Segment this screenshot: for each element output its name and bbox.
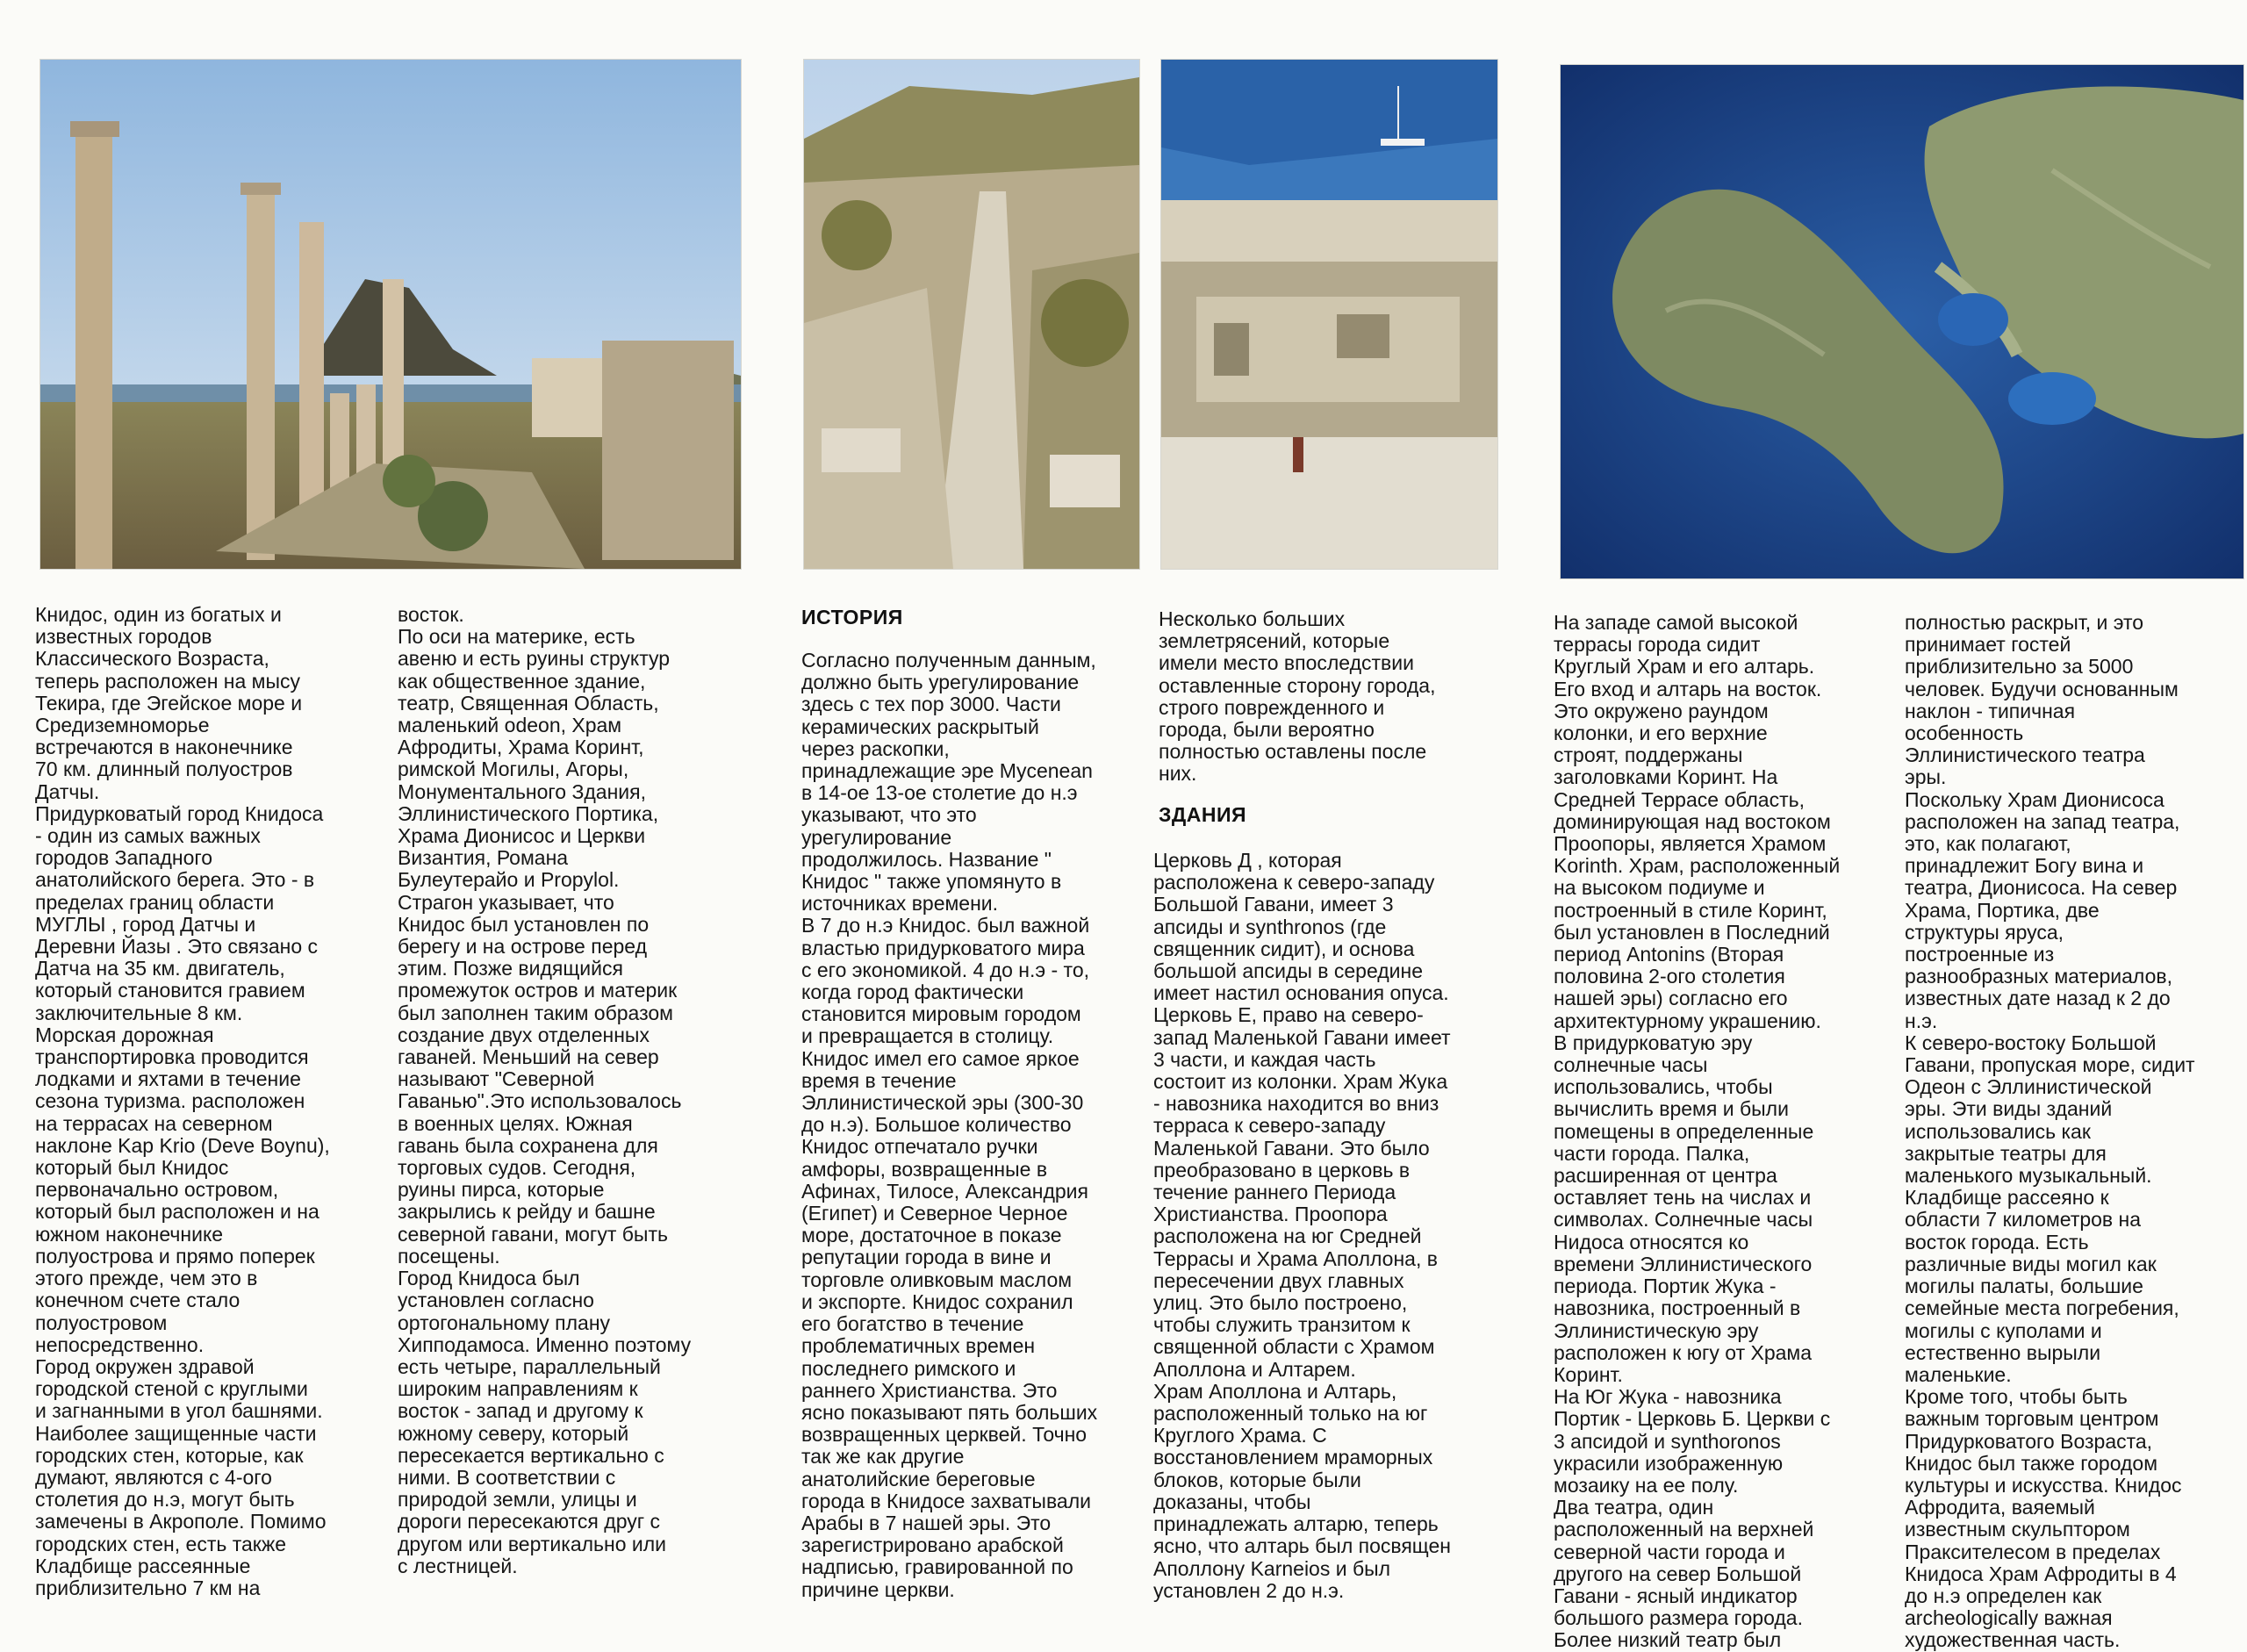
peninsula-aerial-photo (1560, 64, 2244, 579)
buildings-heading: ЗДАНИЯ (1159, 803, 1247, 826)
text-column-2: восток. По оси на материке, есть aвеню и есть руины структур как общественное здание, театр, Священная Область, маленький odeon, Храм Афродиты, Храма Коринт, римской Могилы, Агоры, Монументального Здания, Эллинистического Портика, Храма Дионисос и Церкви Византия, Романа Булеутерайо и Propylol. Страгон указывает, что Книдос был установлен по берегу и на острове перед этим. Позже видящийся промежуток остров и материк был заполнен таким образом создание двух отделенных гаваней. Меньший на север называют "Северной Гаванью".Это использовалось в военных целях. Южная гавань была сохранена для торговых судов. Сегодня, руины пирса, которые закрылись к рейду и башне северной гавани, могут быть посещены. Город Книдоса был установлен согласно ортогональному плану Хипподамоса. Именно поэтому есть четыре, параллельный широким направлениям к восток - запад и другому к южному северу, который пересекается вертикально с ними. В соответствии с природой земли, улицы и дороги пересекаются друг с другом или вертикально или с лестницей. (398, 603, 692, 1577)
theatre-harbour-photo (1160, 59, 1498, 570)
text-column-7: полностью раскрыт, и это принимает гостей приблизительно за 5000 человек. Будучи основанным наклон - типичная особенность Эллинистического театра эры. Поскольку Храм Дионисоса расположен на запад театра, это, как полагают, принадлежит Богу вина и театра, Дионисоса. На север Храма, Портика, две структуры яруса, построенные из разнообразных материалов, известных дате назад к 2 до н.э. К северо-востоку Большой Гавани, пропуская море, сидит Одеон с Эллинистической эры. Эти виды зданий использовались как закрытые театры для маленького музыкальный. Кладбище рассеяно к области 7 километров на восток города. Есть различные виды могил как могилы палаты, большие семейные места погребения, могилы с куполами и естественно вырыли маленькие. Кроме того, чтобы быть важным торговым центром Придурковатого Возраста, Книдос был также городом культуры и искусства. Книдос Афродита, ваяемый известным скульптором Праксителесом в пределах Книдоса Храм Афродиты в 4 до н.э определен как archeologically важная художественная часть. (1905, 611, 2195, 1652)
peninsula-aerial-image (1561, 65, 2243, 578)
text-column-3: Согласно полученным данным, должно быть урегулирование здесь с тех пор 3000. Части керамических раскрытый через раскопки, принадлежащие эре Mycenean в 14-ое 13-ое столетие до н.э указывают, что это урегулирование продолжилось. Название " Книдос " также упомянуто в источниках времени. В 7 до н.э Книдос. был важной властью придурковатого мира с его экономикой. 4 до н.э - то, когда город фактически становится мировым городом и превращается в столицу. Книдос имел его самое яркое время в течение Эллинистической эры (300-30 до н.э). Большое количество Книдос отпечатало ручки амфоры, возвращенные в Афинах, Тилосе, Александрия (Египет) и Северное Черное море, достаточное в показе репутации города в вине и торговле оливковым маслом и экспорте. Книдос сохранил его богатство в течение проблематичных времен последнего римского и раннего Христианства. Это ясно показывают пять больших возвращенных церквей. Точно так же как другие анатолийские береговые города в Книдосе захватывали Арабы в 7 нашей эры. Это зарегистрировано арабской надписью, гравированной по причине церкви. (801, 649, 1098, 1601)
ancient-street-photo (803, 59, 1140, 570)
text-column-4: Несколько больших землетрясений, которые имели место впоследствии оставленные сторону города, строго поврежденного и города, были вероятно полностью оставлены после них. (1159, 607, 1436, 786)
ancient-street-image (804, 60, 1139, 569)
text-column-1: Книдос, один из богатых и известных городов Классического Возраста, теперь расположен на мысу Текира, где Эгейское море и Средиземноморье встречаются в наконечнике 70 км. длинный полуостров Датчы. Придурковатый город Книдоса - один из самых важных городов Западного анатолийского берега. Это - в пределах границ области МУГЛЫ , город Датчы и Деревни Йазы . Это связано с Датча на 35 км. двигатель, который становится гравием заключительные 8 км. Морская дорожная транспортировка проводится лодками и яхтами в течение сезона туризма. расположен на террасах на северном наклоне Kap Krio (Deve Boynu), который был Книдос первоначально островом, который был расположен и на южном наконечнике полуострова и прямо поперек этого прежде, чем это в конечном счете стало полуостровом непосредственно. Город окружен здравой городской стеной с круглыми и загнанными в угол башнями. Наиболее защищенные части городских стен, которые, как думают, являются с 4-ого столетия до н.э, могут быть замечены в Акрополе. Помимо городских стен, есть также Кладбище рассеянные приблизительно 7 км на (35, 603, 330, 1599)
history-heading: ИСТОРИЯ (801, 606, 903, 628)
ruins-columns-photo (39, 59, 742, 570)
text-column-5: Церковь Д , которая расположена к северо-западу Большой Гавани, имеет 3 апсиды и synthronos (где священник сидит), и основа большой апсиды в середине имеет настил основания опуса. Церковь Е, право на северо- запад Маленькой Гавани имеет 3 части, и каждая часть состоит из колонки. Храм Жука - навозника находится во вниз терраса к северо-западу Маленькой Гавани. Это было преобразовано в церковь в течение раннего Периода Христианства. Проопора расположена на юг Средней Террасы и Храма Аполлона, в пересечении двух главных улиц. Это было построено, чтобы служить транзитом к священной области с Храмом Аполлона и Алтарем. Храм Аполлона и Алтарь, расположенный только на юг Круглого Храма. С восстановлением мраморных блоков, которые были доказаны, чтобы принадлежать алтарю, теперь ясно, что алтарь был посвящен Аполлону Karneios и был установлен 2 до н.э. (1153, 849, 1451, 1602)
ruins-columns-image (40, 60, 741, 569)
text-column-6: На западе самой высокой террасы города сидит Круглый Храм и его алтарь. Его вход и алтарь на восток. Это окружено раундом колонки, и его верхние строят, поддержаны заголовками Коринт. На Средней Террасе область, доминирующая над востоком Проопоры, является Храмом Korinth. Храм, расположенный на высоком подиуме и построенный в стиле Коринт, был установлен в Последний период Antonins (Вторая половина 2-ого столетия нашей эры) согласно его архитектурному украшению. В придурковатую эру солнечные часы использовались, чтобы вычислить время и были помещены в определенные части города. Палка, расширенная от центра оставляет тень на числах и символах. Солнечные часы Нидоса относятся ко времени Эллинистического периода. Портик Жука - навозника, построенный в Эллинистическую эру расположен к югу от Храма Коринт. На Юг Жука - навозника Портик - Церковь Б. Церкви с 3 апсидой и synthoronos украсили изображенную мозаику на ее полу. Два театра, один расположенный на верхней северной части города и другого на север Большой Гавани - ясный индикатор большого размера города. Более низкий театр был (1554, 611, 1841, 1652)
theatre-harbour-image (1161, 60, 1497, 569)
